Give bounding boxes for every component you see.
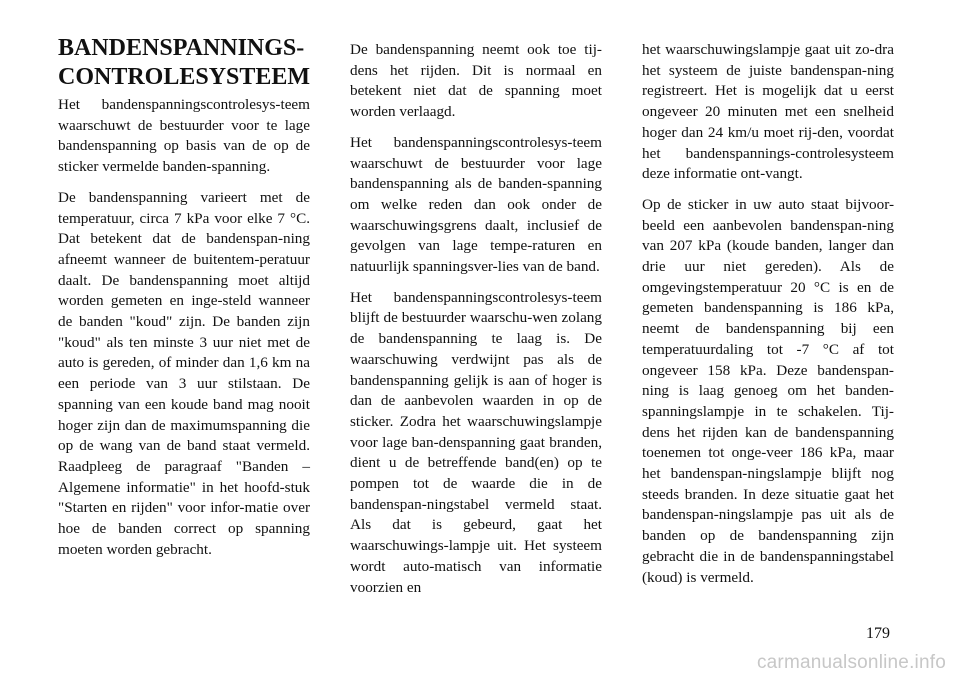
paragraph: Het bandenspanningscontrolesys-teem waarschuwt de bestuurder voor te lage bandenspanning op basis van de op de sticker vermelde banden-spanning. (58, 96, 310, 176)
paragraph: De bandenspanning varieert met de temperatuur, circa 7 kPa voor elke 7 °C. Dat betekent dat de bandenspan-ning afneemt wanneer de buitentem-peratuur daalt. De bandenspanning moet altijd worden gemeten en inge-steld wanneer de banden "koud" zijn. De banden zijn "koud" als ten minste 3 uur niet met de auto is gereden, of minder dan 1,6 km na een periode van 3 uur stilstaan. De spanning van een koude band mag nooit hoger zijn dan de maximumspanning die op de wang van de band staat vermeld. Raadpleeg de paragraaf "Banden – Algemene informatie" in het hoofd-stuk "Starten en rijden" voor infor-matie over hoe de banden correct op spanning moeten worden gebracht. (58, 188, 310, 558)
text-column-2 (350, 40, 602, 608)
section-title-line-2: CONTROLESYSTEEM (58, 64, 311, 90)
page-number: 179 (866, 625, 890, 642)
section-title-line-1: BANDENSPANNINGS- (58, 35, 305, 61)
paragraph: Het bandenspanningscontrolesys-teem waarschuwt de bestuurder voor lage bandenspanning als de banden-spanning om welke reden dan ook onder de waarschuwingsgrens daalt, inclusief de gevolgen van lage tempe-raturen en natuurlijk spanningsver-lies van de band. (350, 133, 602, 276)
paragraph: het waarschuwingslampje gaat uit zo-dra het systeem de juiste bandenspan-ning registreert. Het is mogelijk dat u eerst ongeveer 20 minuten met een snelheid hoger dan 24 km/u moet rij-den, voordat het bandenspannings-controlesysteem deze informatie ont-vangt. (642, 41, 894, 183)
text-column-1 (58, 95, 310, 570)
section-title (58, 34, 318, 92)
paragraph: Het bandenspanningscontrolesys-teem blijft de bestuurder waarschu-wen zolang de bandenspanning te laag is. De waarschuwing verdwijnt pas als de bandenspanning gelijk is aan of hoger is dan de aanbevolen waarden in op de sticker. Zodra het waarschuwingslampje voor lage ban-denspanning gaat branden, dient u de betreffende band(en) op te pompen tot de waarde die in de bandenspan-ningstabel vermeld staat. Als dat is gebeurd, gaat het waarschuwings-lampje uit. Het systeem wordt auto-matisch van informatie voorzien en (350, 288, 602, 596)
watermark: carmanualsonline.info (756, 652, 946, 673)
paragraph: De bandenspanning neemt ook toe tij-dens het rijden. Dit is normaal en betekent niet dat de spanning moet worden verlaagd. (350, 41, 602, 121)
text-column-3 (642, 40, 894, 598)
paragraph: Op de sticker in uw auto staat bijvoor-beeld een aanbevolen bandenspan-ning van 207 kPa (koude banden, langer dan drie uur niet gereden). Als de omgevingstemperatuur 20 °C is en de gemeten bandenspanning is 186 kPa, neemt de bandenspanning bij een temperatuurdaling tot -7 °C af tot ongeveer 158 kPa. Deze bandenspan-ning is laag genoeg om het banden-spanningslampje in te schakelen. Tij-dens het rijden kan de bandenspanning toenemen tot onge-veer 186 kPa, maar het bandenspan-ningslampje blijft nog steeds branden. In deze situatie gaat het bandenspan-ningslampje pas uit als de banden op de bandenspanning zijn gebracht die in de bandenspanningstabel (koud) is vermeld. (642, 195, 894, 586)
